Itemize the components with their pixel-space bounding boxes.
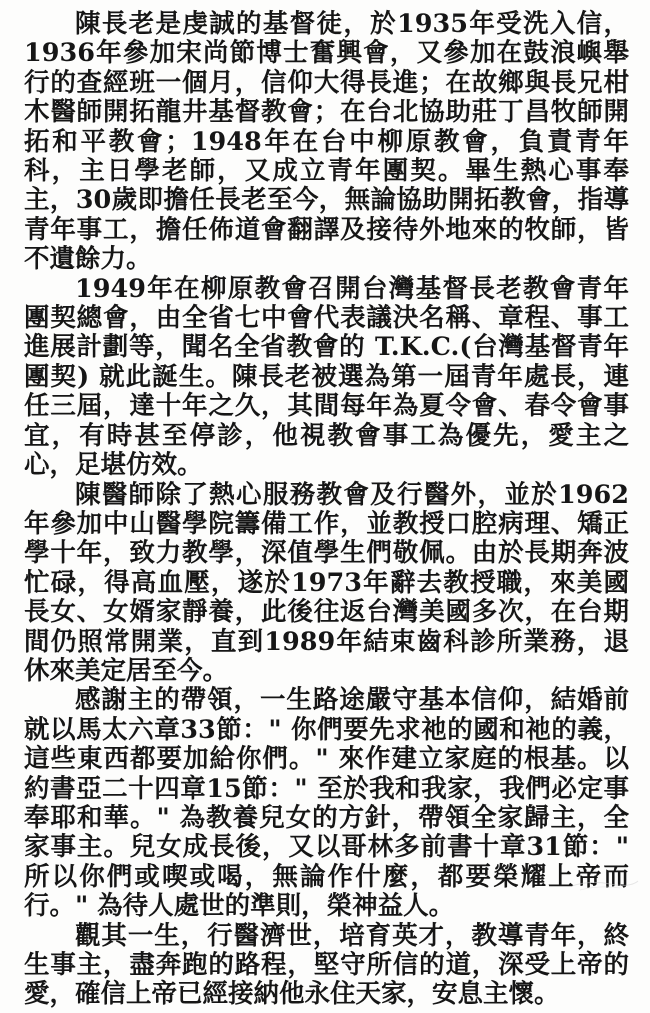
scan-smudge-icon (570, 872, 640, 894)
paragraph-3: 陳醫師除了熱心服務教會及行醫外，並於1962年參加中山醫學院籌備工作，並教授口腔病理、矯正學十年，致力教學，深值學生們敬佩。由於長期奔波忙碌，得高血壓，遂於1973年辭去教授職，來美國長女、女婿家靜養，此後往返台灣美國多次，在台期間仍照常開業，直到1989年結束齒科診所業務，退休來美定居至今。 (24, 479, 629, 686)
paragraph-1: 陳長老是虔誠的基督徒，於1935年受洗入信，1936年參加宋尚節博士奮興會，又參加在鼓浪嶼舉行的查經班一個月，信仰大得長進；在故鄉與長兄柑木醫師開拓龍井基督教會；在台北協助莊丁昌牧師開拓和平教會；1948年在台中柳原教會，負責青年科，主日學老師，又成立青年團契。畢生熱心事奉主，30歲即擔任長老至今，無論協助開拓教會，指導青年事工，擔任佈道會翻譯及接待外地來的牧師，皆不遺餘力。 (24, 9, 629, 275)
document-body (24, 10, 629, 1010)
paragraph-4: 感謝主的帶領，一生路途嚴守基本信仰，結婚前就以馬太六章33節：" 你們要先求祂的國和祂的義，這些東西都要加給你們。" 來作建立家庭的根基。以約書亞二十四章15節：" 至於我和我家，我們必定事奉耶和華。" 為教養兒女的方針，帶領全家歸主，全家事主。兒女成長後，又以哥林多前書十章31節：" 所以你們或喫或喝，無論作什麼，都要榮耀上帝而行。" 為待人處世的準則，榮神益人。 (24, 685, 629, 922)
paragraph-5: 觀其一生，行醫濟世，培育英才，教導青年，終生事主，盡奔跑的路程，堅守所信的道，深受上帝的愛，確信上帝已經接納他永住天家，安息主懷。 (24, 920, 629, 1010)
paragraph-2: 1949年在柳原教會召開台灣基督長老教會青年團契總會，由全省七中會代表議決名稱、章程、事工進展計劃等，聞名全省教會的 T.K.C.(台灣基督青年團契) 就此誕生。陳長老被選為第一屆青年處長，連任三屆，達十年之久，其間每年為夏令會、春令會事宜，有時甚至停診，他視教會事工為優先，愛主之心，足堪仿效。 (24, 273, 629, 481)
